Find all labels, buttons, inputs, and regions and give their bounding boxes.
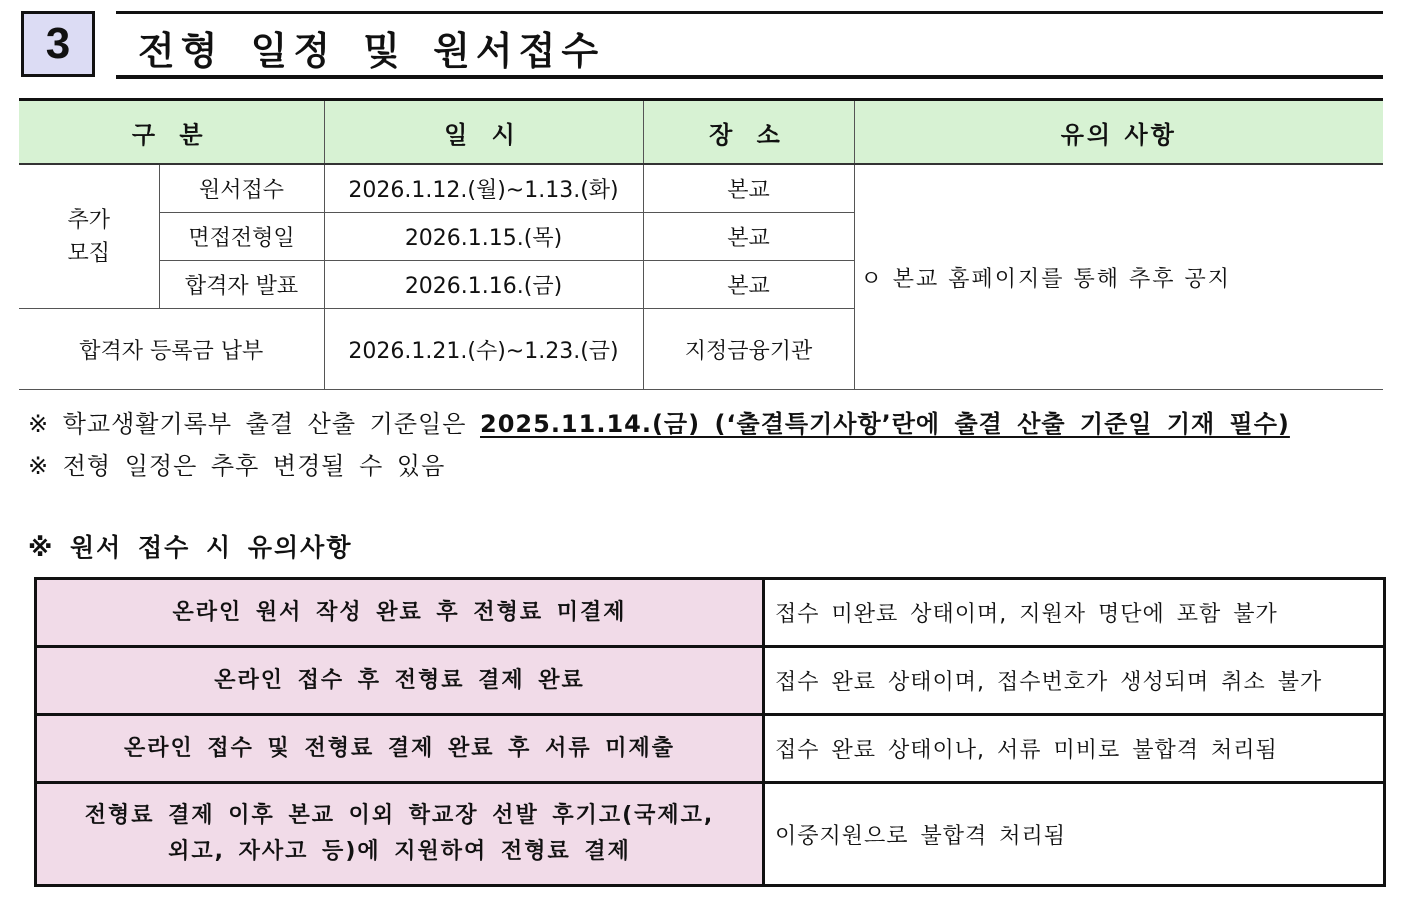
date-cell: 2026.1.15.(목) xyxy=(324,213,643,261)
date-cell: 2026.1.16.(금) xyxy=(324,261,643,309)
notes-cell: ㅇ 본교 홈페이지를 통해 추후 공지 xyxy=(854,164,1383,390)
header-notes: 유의 사항 xyxy=(854,100,1383,165)
section-number-badge: 3 xyxy=(21,11,95,77)
case-cell: 온라인 원서 작성 완료 후 전형료 미결제 xyxy=(36,579,764,647)
header-place: 장 소 xyxy=(643,100,854,165)
case-cell: 온라인 접수 후 전형료 결제 완료 xyxy=(36,647,764,715)
case-cell: 전형료 결제 이후 본교 이외 학교장 선발 후기고(국제고, 외고, 자사고 등)에 지원하여 전형료 결제 xyxy=(36,783,764,886)
caution-table xyxy=(34,577,1386,887)
table-row xyxy=(36,647,1385,715)
item-cell: 원서접수 xyxy=(159,164,324,213)
place-cell: 본교 xyxy=(643,261,854,309)
header-category: 구 분 xyxy=(19,100,324,165)
date-cell: 2026.1.21.(수)~1.23.(금) xyxy=(324,309,643,390)
note-line-2: ※ 전형 일정은 추후 변경될 수 있음 xyxy=(28,452,446,480)
section-title-bar xyxy=(116,11,1383,79)
note-line-1: ※ 학교생활기록부 출결 산출 기준일은 2025.11.14.(금) (‘출결특기사항’란에 출결 산출 기준일 기재 필수) xyxy=(28,410,1290,438)
case-cell: 온라인 접수 및 전형료 결제 완료 후 서류 미제출 xyxy=(36,715,764,783)
table-row xyxy=(36,715,1385,783)
result-cell: 이중지원으로 불합격 처리됨 xyxy=(764,783,1385,886)
item-cell: 면접전형일 xyxy=(159,213,324,261)
item-cell: 합격자 등록금 납부 xyxy=(19,309,324,390)
result-cell: 접수 미완료 상태이며, 지원자 명단에 포함 불가 xyxy=(764,579,1385,647)
category-cell: 추가 모집 xyxy=(19,164,159,309)
schedule-header-row xyxy=(19,100,1383,165)
schedule-notes xyxy=(28,403,1290,487)
date-cell: 2026.1.12.(월)~1.13.(화) xyxy=(324,164,643,213)
note-emphasis: 2025.11.14.(금) (‘출결특기사항’란에 출결 산출 기준일 기재 필수) xyxy=(480,410,1290,438)
result-cell: 접수 완료 상태이며, 접수번호가 생성되며 취소 불가 xyxy=(764,647,1385,715)
caution-heading: ※ 원서 접수 시 유의사항 xyxy=(28,533,353,562)
item-cell: 합격자 발표 xyxy=(159,261,324,309)
place-cell: 본교 xyxy=(643,213,854,261)
section-title: 전형 일정 및 원서접수 xyxy=(138,29,605,73)
table-row xyxy=(36,579,1385,647)
result-cell: 접수 완료 상태이나, 서류 미비로 불합격 처리됨 xyxy=(764,715,1385,783)
place-cell: 본교 xyxy=(643,164,854,213)
table-row xyxy=(36,783,1385,886)
table-row xyxy=(19,164,1383,213)
header-datetime: 일 시 xyxy=(324,100,643,165)
schedule-table xyxy=(19,98,1383,390)
place-cell: 지정금융기관 xyxy=(643,309,854,390)
